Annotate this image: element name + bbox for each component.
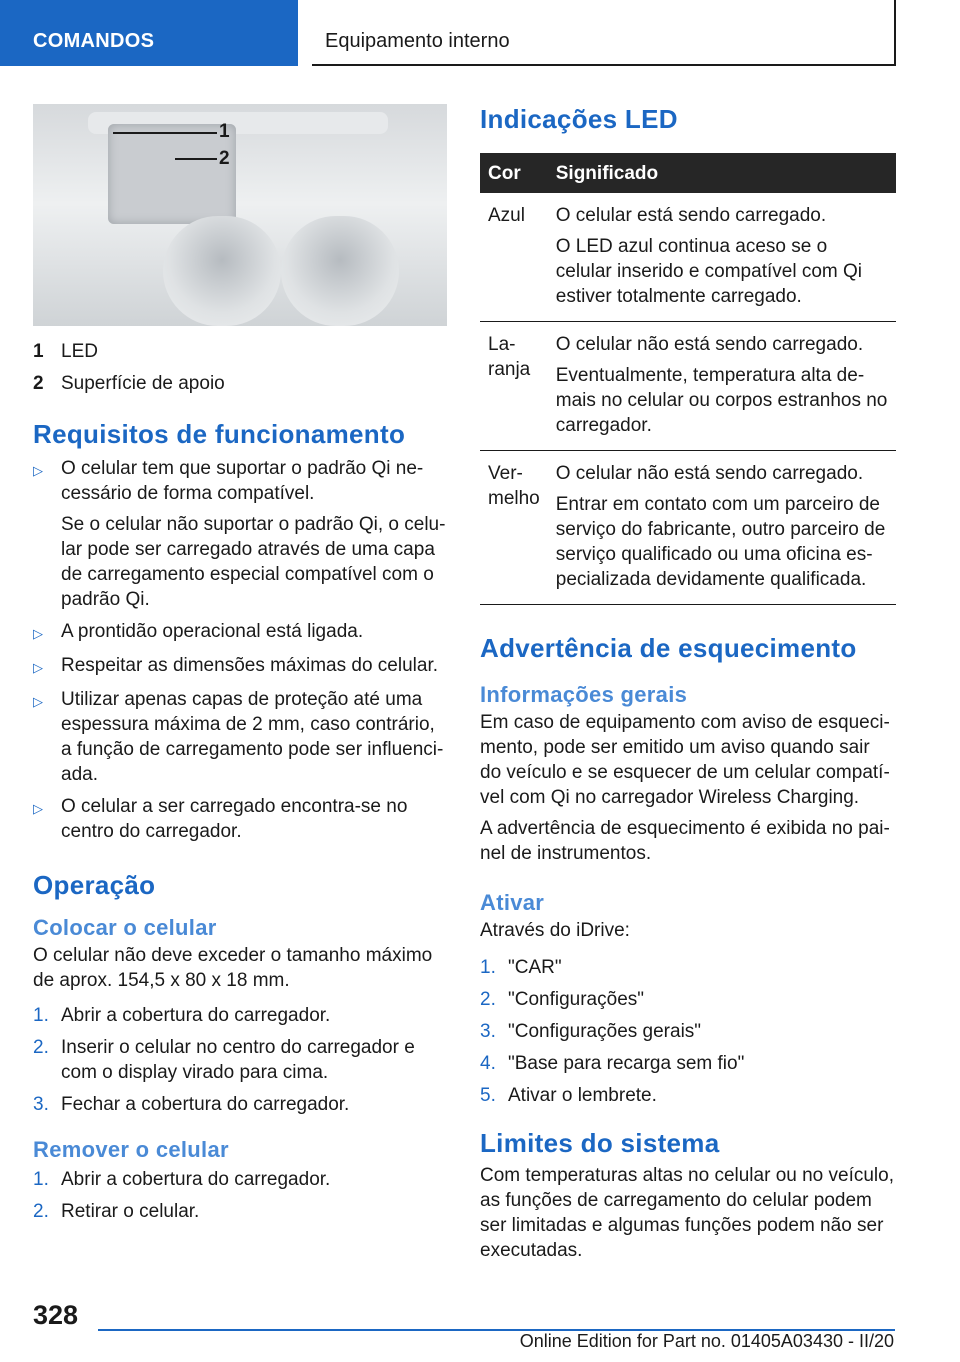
triangle-right-icon: ▷ — [33, 463, 43, 478]
steps-remover — [33, 1167, 449, 1224]
heading-remover: Remover o celular — [33, 1137, 229, 1162]
color-cell: Azul — [480, 193, 548, 322]
step-number: 2. — [33, 1201, 49, 1222]
table-header-row — [480, 153, 896, 193]
step-number: 1. — [480, 957, 496, 978]
step-number: 3. — [33, 1094, 49, 1115]
step-number: 3. — [480, 1021, 496, 1042]
meaning-cell — [548, 193, 896, 322]
list-item-text: Utilizar apenas capas de proteção até uma espessura máxima de 2 mm, caso contrário, a função de carregamento pode ser influenci-ada. — [61, 689, 444, 785]
heading-informacoes: Informações gerais — [480, 682, 688, 707]
legend-item — [33, 341, 449, 373]
list-item-text: O celular a ser carregado encontra-se no centro do carregador. — [61, 796, 408, 842]
meaning-line: O celular está sendo carregado. — [555, 205, 827, 226]
legend-number: 1 — [33, 341, 44, 362]
callout-number: 2 — [219, 148, 230, 169]
list-item — [33, 687, 449, 787]
column-header: Cor — [480, 153, 548, 193]
step-text: Abrir a cobertura do carregador. — [61, 1169, 331, 1190]
step-item — [33, 1092, 449, 1117]
step-item — [33, 1199, 449, 1224]
table-row — [480, 451, 896, 605]
step-item — [480, 1051, 896, 1076]
paragraph: A advertência de esquecimento é exibida no pai-nel de instrumentos. — [480, 818, 890, 864]
figure-legend — [33, 341, 449, 405]
cup-holder — [281, 216, 399, 326]
triangle-right-icon: ▷ — [33, 694, 43, 709]
meaning-line: O LED azul continua aceso se o celular inserido e compatível com Qi estiver totalmente carregado. — [555, 236, 862, 307]
step-text: Retirar o celular. — [61, 1201, 200, 1222]
charger-photo — [33, 104, 447, 326]
paragraph: Em caso de equipamento com aviso de esqueci-mento, pode ser emitido um aviso quando sair do veículo e se esquecer de um celular compatí-vel com Qi no carregador Wireless Charging. — [480, 712, 890, 808]
step-number: 4. — [480, 1053, 496, 1074]
color-cell: La-ranja — [480, 322, 548, 451]
heading-led: Indicações LED — [480, 104, 678, 134]
legend-label: LED — [61, 341, 98, 362]
section-tab: COMANDOS — [0, 0, 298, 66]
callout-leader — [175, 158, 217, 160]
step-text: "Configurações" — [508, 989, 645, 1010]
list-item-text: Respeitar as dimensões máximas do celular. — [61, 655, 439, 676]
list-item-text: Se o celular não suportar o padrão Qi, o celu-lar pode ser carregado através de uma capa de carregamento especial compatível com o padrão Qi. — [61, 514, 446, 610]
step-item — [33, 1035, 449, 1085]
list-item — [33, 653, 449, 680]
legend-number: 2 — [33, 373, 44, 394]
steps-colocar — [33, 1003, 449, 1117]
step-item — [480, 955, 896, 980]
meaning-cell — [548, 451, 896, 605]
step-item — [480, 987, 896, 1012]
step-number: 2. — [33, 1037, 49, 1058]
steps-ativar — [480, 955, 896, 1108]
heading-requisitos: Requisitos de funcionamento — [33, 419, 406, 449]
cup-holder — [163, 216, 281, 326]
legend-item — [33, 373, 449, 405]
meaning-line: O celular não está sendo carregado. — [555, 463, 864, 484]
list-item — [33, 794, 449, 844]
legend-label: Superfície de apoio — [61, 373, 225, 394]
step-number: 1. — [33, 1005, 49, 1026]
paragraph: O celular não deve exceder o tamanho máximo de aprox. 154,5 x 80 x 18 mm. — [33, 945, 433, 991]
charging-pad — [108, 124, 236, 224]
triangle-right-icon: ▷ — [33, 660, 43, 675]
list-item — [33, 456, 449, 612]
step-text: "CAR" — [508, 957, 562, 978]
list-item-text: O celular tem que suportar o padrão Qi ne-cessário de forma compatível. — [61, 458, 424, 504]
heading-operacao: Operação — [33, 870, 156, 900]
meaning-cell — [548, 322, 896, 451]
step-number: 2. — [480, 989, 496, 1010]
step-text: Inserir o celular no centro do carregador e com o display virado para cima. — [61, 1037, 415, 1083]
list-item — [33, 619, 449, 646]
table-row — [480, 322, 896, 451]
step-number: 5. — [480, 1085, 496, 1106]
meaning-line: O celular não está sendo carregado. — [555, 334, 864, 355]
table-row — [480, 193, 896, 322]
heading-ativar: Ativar — [480, 890, 545, 915]
paragraph: Com temperaturas altas no celular ou no veículo, as funções de carregamento do celular podem ser limitadas e algumas funções podem não ser executadas. — [480, 1165, 894, 1261]
step-text: Fechar a cobertura do carregador. — [61, 1094, 350, 1115]
triangle-right-icon: ▷ — [33, 801, 43, 816]
color-cell: Ver-melho — [480, 451, 548, 605]
heading-advertencia: Advertência de esquecimento — [480, 633, 857, 663]
step-text: "Configurações gerais" — [508, 1021, 702, 1042]
edition-note: Online Edition for Part no. 01405A03430 - II/20 — [519, 1331, 894, 1351]
triangle-right-icon: ▷ — [33, 626, 43, 641]
requirements-list — [33, 456, 449, 844]
step-text: Ativar o lembrete. — [508, 1085, 657, 1106]
led-table — [480, 153, 896, 605]
callout-number: 1 — [219, 121, 230, 142]
right-column — [480, 104, 896, 1263]
page-number: 328 — [33, 1300, 79, 1330]
meaning-line: Eventualmente, temperatura alta de-mais no celular ou corpos estranhos no carregador. — [555, 365, 888, 436]
step-number: 1. — [33, 1169, 49, 1190]
left-column — [33, 104, 449, 1231]
chapter-title: Equipamento interno — [312, 0, 896, 66]
step-item — [33, 1167, 449, 1192]
list-item-text: A prontidão operacional está ligada. — [61, 621, 364, 642]
step-text: "Base para recarga sem fio" — [508, 1053, 745, 1074]
heading-limites: Limites do sistema — [480, 1128, 720, 1158]
paragraph: Através do iDrive: — [480, 920, 630, 941]
meaning-line: Entrar em contato com um parceiro de serviço do fabricante, outro parceiro de serviço qualificado ou uma oficina es-pecializada devidamente qualificada. — [555, 494, 886, 590]
step-item — [33, 1003, 449, 1028]
callout-leader — [113, 132, 217, 134]
heading-colocar: Colocar o celular — [33, 915, 217, 940]
step-item — [480, 1019, 896, 1044]
step-item — [480, 1083, 896, 1108]
column-header: Significado — [548, 153, 896, 193]
step-text: Abrir a cobertura do carregador. — [61, 1005, 331, 1026]
